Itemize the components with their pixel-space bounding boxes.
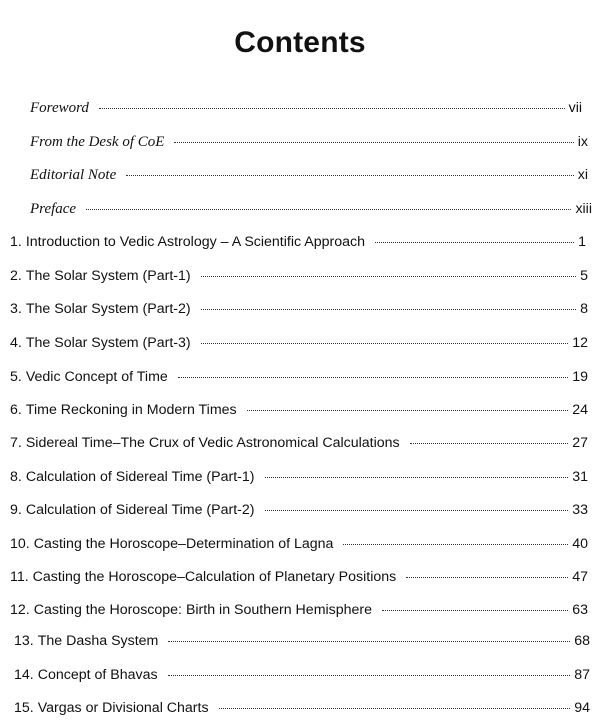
toc-entry-page: 27 — [572, 435, 588, 451]
toc-entry-title: Casting the Horoscope–Calculation of Planetary Positions — [32, 569, 397, 585]
toc-entry-editorial-note — [30, 166, 588, 184]
toc-entry-title: Foreword — [30, 100, 89, 116]
toc-entry-page: ix — [577, 134, 588, 150]
toc-entry-number: 15. — [14, 700, 34, 716]
toc-entry-chapter — [14, 666, 590, 684]
toc-entry-title: Casting the Horoscope: Birth in Southern Hemisphere — [33, 602, 373, 618]
toc-entry-title: Calculation of Sidereal Time (Part-1) — [25, 469, 255, 485]
toc-entry-page: xi — [577, 167, 588, 183]
dot-leader — [247, 410, 569, 411]
toc-entry-number: 1. — [10, 234, 22, 250]
page-title: Contents — [234, 26, 366, 60]
toc-entry-preface — [30, 200, 592, 218]
toc-entry-chapter — [10, 434, 588, 452]
dot-leader — [201, 276, 576, 277]
toc-entry-chapter — [10, 401, 588, 419]
toc-entry-chapter — [14, 632, 590, 650]
dot-leader — [126, 175, 574, 176]
toc-entry-number: 7. — [10, 435, 22, 451]
toc-entry-page: 94 — [574, 700, 590, 716]
dot-leader — [168, 641, 570, 642]
toc-entry-number: 8. — [10, 469, 22, 485]
toc-entry-chapter — [10, 501, 588, 519]
toc-entry-title: Time Reckoning in Modern Times — [25, 402, 237, 418]
toc-entry-page: 68 — [574, 633, 590, 649]
toc-entry-page: 5 — [580, 268, 588, 284]
dot-leader — [375, 242, 574, 243]
dot-leader — [410, 443, 569, 444]
toc-entry-page: 24 — [572, 402, 588, 418]
toc-entry-number: 2. — [10, 268, 22, 284]
toc-entry-page: 63 — [572, 602, 588, 618]
toc-entry-from-the-desk — [30, 133, 588, 151]
toc-entry-title: The Solar System (Part-1) — [25, 268, 191, 284]
toc-entry-chapter — [10, 468, 588, 486]
toc-entry-title: Sidereal Time–The Crux of Vedic Astronomical Calculations — [25, 435, 400, 451]
toc-entry-page: 33 — [572, 502, 588, 518]
toc-entry-title: Concept of Bhavas — [37, 667, 158, 683]
toc-entry-title: Editorial Note — [30, 167, 117, 183]
toc-entry-chapter — [10, 568, 588, 586]
dot-leader — [201, 309, 576, 310]
toc-entry-chapter — [10, 535, 588, 553]
toc-entry-chapter — [10, 267, 588, 285]
toc-entry-number: 9. — [10, 502, 22, 518]
dot-leader — [265, 477, 569, 478]
toc-entry-page: 8 — [580, 301, 588, 317]
toc-entry-foreword — [30, 99, 582, 117]
toc-entry-number: 3. — [10, 301, 22, 317]
toc-entry-title: Casting the Horoscope–Determination of Lagna — [33, 536, 334, 552]
toc-entry-title: Vedic Concept of Time — [25, 369, 168, 385]
toc-entry-number: 11. — [10, 569, 29, 585]
toc-entry-chapter — [10, 601, 588, 619]
dot-leader — [86, 209, 571, 210]
toc-entry-chapter — [10, 233, 586, 251]
toc-entry-page: 87 — [574, 667, 590, 683]
toc-entry-number: 4. — [10, 335, 22, 351]
toc-entry-page: 31 — [572, 469, 588, 485]
dot-leader — [219, 708, 571, 709]
dot-leader — [201, 343, 569, 344]
toc-entry-chapter — [14, 699, 590, 717]
toc-entry-page: 40 — [572, 536, 588, 552]
dot-leader — [382, 610, 568, 611]
toc-entry-number: 6. — [10, 402, 22, 418]
toc-entry-page: vii — [568, 100, 582, 116]
dot-leader — [168, 675, 571, 676]
toc-entry-title: Vargas or Divisional Charts — [37, 700, 209, 716]
toc-entry-title: Preface — [30, 201, 77, 217]
toc-entry-title: The Solar System (Part-2) — [25, 301, 191, 317]
toc-entry-page: 12 — [572, 335, 588, 351]
toc-entry-title: Introduction to Vedic Astrology – A Scientific Approach — [25, 234, 365, 250]
dot-leader — [265, 510, 569, 511]
toc-entry-number: 12. — [10, 602, 30, 618]
dot-leader — [99, 108, 565, 109]
toc-entry-title: The Dasha System — [37, 633, 159, 649]
toc-entry-chapter — [10, 368, 588, 386]
toc-entry-title: From the Desk of CoE — [30, 134, 165, 150]
toc-entry-page: xiii — [575, 201, 592, 217]
dot-leader — [178, 377, 568, 378]
toc-entry-chapter — [10, 334, 588, 352]
dot-leader — [343, 544, 568, 545]
toc-entry-number: 5. — [10, 369, 22, 385]
toc-entry-title: The Solar System (Part-3) — [25, 335, 191, 351]
toc-entry-page: 47 — [572, 569, 588, 585]
toc-entry-chapter — [10, 300, 588, 318]
toc-entry-page: 19 — [572, 369, 588, 385]
toc-entry-title: Calculation of Sidereal Time (Part-2) — [25, 502, 255, 518]
dot-leader — [174, 142, 573, 143]
dot-leader — [406, 577, 568, 578]
toc-entry-number: 14. — [14, 667, 34, 683]
toc-entry-page: 1 — [578, 234, 586, 250]
toc-entry-number: 10. — [10, 536, 30, 552]
toc-entry-number: 13. — [14, 633, 34, 649]
